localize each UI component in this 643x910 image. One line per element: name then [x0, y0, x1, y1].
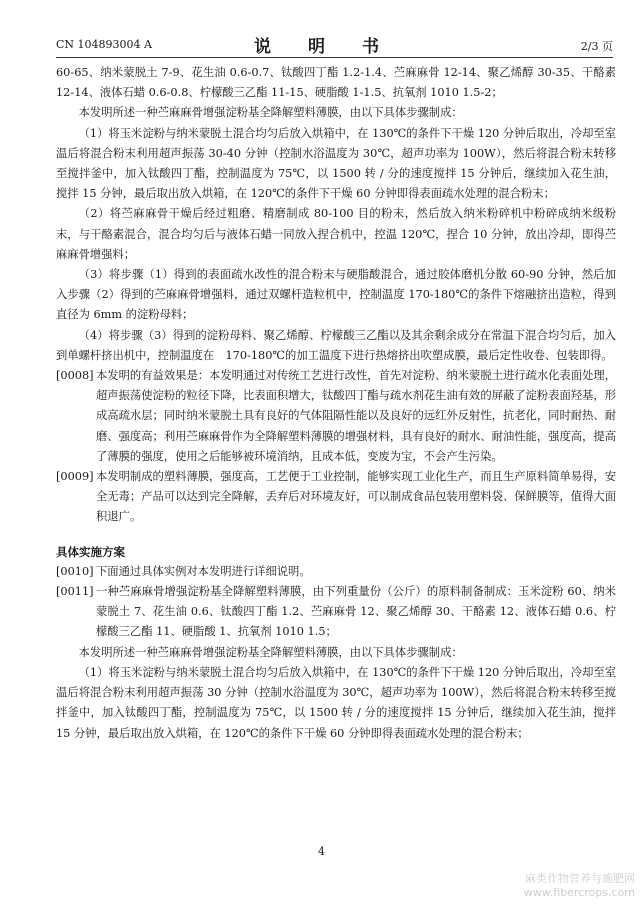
watermark-url: www.fibercrops.com	[523, 886, 635, 899]
header-rule	[56, 57, 613, 58]
paragraph-number: [0009]	[56, 470, 94, 484]
paragraph: 本发明所述一种苎麻麻骨增强淀粉基全降解塑料薄膜，由以下具体步骤制成：	[78, 645, 463, 659]
paragraph: （4）将步骤（3）得到的淀粉母料、聚乙烯醇、柠檬酸三乙酯以及其余剩余成分在常温下混合均匀后，加入到单螺杆挤出机中，控制温度在 170-180℃的加工温度下进行热熔挤出吹塑成膜，最后定性收卷、包装即得。	[56, 328, 616, 362]
site-watermark	[524, 872, 635, 900]
page-indicator: 2/3 页	[580, 40, 613, 53]
paragraph-text: 下面通过具体实例对本发明进行详细说明。	[96, 564, 311, 578]
paragraph-text: 本发明制成的塑料薄膜，强度高，工艺便于工业控制，能够实现工业化生产，而且生产原料简单易得，安全无毒；产品可以达到完全降解，丢弃后对环境友好，可以制成食品包装用塑料袋、保鲜膜等，值得大面积退广。	[96, 470, 616, 524]
paragraph: （3）将步骤（1）得到的表面疏水改性的混合粉末与硬脂酸混合，通过胶体磨机分散 60-90 分钟，然后加入步骤（2）得到的苎麻麻骨增强料，通过双螺杆造粒机中，控制温度 170-180℃的条件下熔融挤出造粒，得到直径为 6mm 的淀粉母料；	[56, 268, 616, 322]
document-body	[56, 63, 616, 744]
paragraph: 60-65、纳米蒙脱土 7-9、花生油 0.6-0.7、钛酸四丁酯 1.2-1.4、苎麻麻骨 12-14、聚乙烯醇 30-35、干酪素 12-14、液体石蜡 0.6-0.8、柠檬酸三乙酯 11-15、硬脂酸 1-1.5、抗氧剂 1010 1.5-2；	[56, 66, 616, 100]
patent-number: CN 104893004 A	[56, 38, 152, 51]
numbered-paragraph	[56, 467, 616, 528]
numbered-paragraph	[56, 582, 616, 643]
paragraph-text: 一种苎麻麻骨增强淀粉基全降解塑料薄膜，由下列重量份（公斤）的原料制备制成：玉米淀粉 60、纳米蒙脱土 7、花生油 0.6、钛酸四丁酯 1.2、苎麻麻骨 12、聚乙烯醇 30、干酪素 12、液体石蜡 0.6、柠檬酸三乙酯 11、硬脂酸 1、抗氧剂 1010 1.5；	[96, 585, 616, 639]
paragraph: （1）将玉米淀粉与纳米蒙脱土混合均匀后放入烘箱中，在 130℃的条件下干燥 120 分钟后取出，冷却至室温后将混合粉末利用超声振荡 30-40 分钟（控制水浴温度为 30℃，超声功率为 100W），然后将混合粉末转移至搅拌釜中，加入钛酸四丁酯，控制温度为 75℃，以 1500 转 / 分的速度搅拌 15 分钟后，继续加入花生油，搅拌 15 分钟，最后取出放入烘箱，在 120℃的条件下干燥 60 分钟即得表面疏水处理的混合粉末；	[56, 126, 616, 201]
paragraph-number: [0010]	[56, 564, 94, 578]
paragraph: 本发明所述一种苎麻麻骨增强淀粉基全降解塑料薄膜，由以下具体步骤制成：	[78, 106, 463, 120]
paragraph-text: 本发明的有益效果是：本发明通过对传统工艺进行改性，首先对淀粉、纳米蒙脱土进行疏水化表面处理，超声振荡使淀粉的粒径下降，比表面积增大，钛酸四丁酯与疏水剂花生油有效的屏蔽了淀粉表面羟基，形成高疏水层；同时纳米蒙脱土具有良好的气体阻隔性能以及良好的远红外反射性，抗老化，同时耐热、耐磨、强度高；利用苎麻麻骨作为全降解塑料薄膜的增强材料，具有良好的耐水、耐油性能，强度高，提高了薄膜的强度，使用之后能够被环境消纳，且成本低，变废为宝，不会产生污染。	[96, 369, 616, 463]
page-number: 4	[318, 845, 325, 858]
document-title: 说 明 书	[254, 37, 389, 57]
section-heading: 具体实施方案	[56, 544, 125, 559]
paragraph: （2）将苎麻麻骨干燥后经过粗磨、精磨制成 80-100 目的粉末，然后放入纳米粉碎机中粉碎成纳米级粉末，与干酪素混合，混合均匀后与液体石蜡一同放入捏合机中，控温 120℃，捏合 10 分钟，放出冷却，即得苎麻麻骨增强料；	[56, 207, 616, 261]
numbered-paragraph	[56, 366, 616, 467]
paragraph-number: [0011]	[56, 585, 94, 599]
numbered-paragraph	[56, 562, 616, 582]
paragraph-number: [0008]	[56, 369, 94, 383]
page-header	[0, 32, 643, 57]
watermark-site-name: 麻类作物营养与施肥网	[525, 872, 635, 885]
paragraph: （1）将玉米淀粉与纳米蒙脱土混合均匀后放入烘箱中，在 130℃的条件下干燥 120 分钟后取出，冷却至室温后将混合粉末利用超声振荡 30 分钟（控制水浴温度为 30℃，超声功率为 100W），然后将混合粉末转移至搅拌釜中，加入钛酸四丁酯，控制温度为 75℃，以 1500 转 / 分的速度搅拌 15 分钟后，继续加入花生油，搅拌 15 分钟，最后取出放入烘箱，在 120℃的条件下干燥 60 分钟即得表面疏水处理的混合粉末；	[56, 665, 616, 740]
